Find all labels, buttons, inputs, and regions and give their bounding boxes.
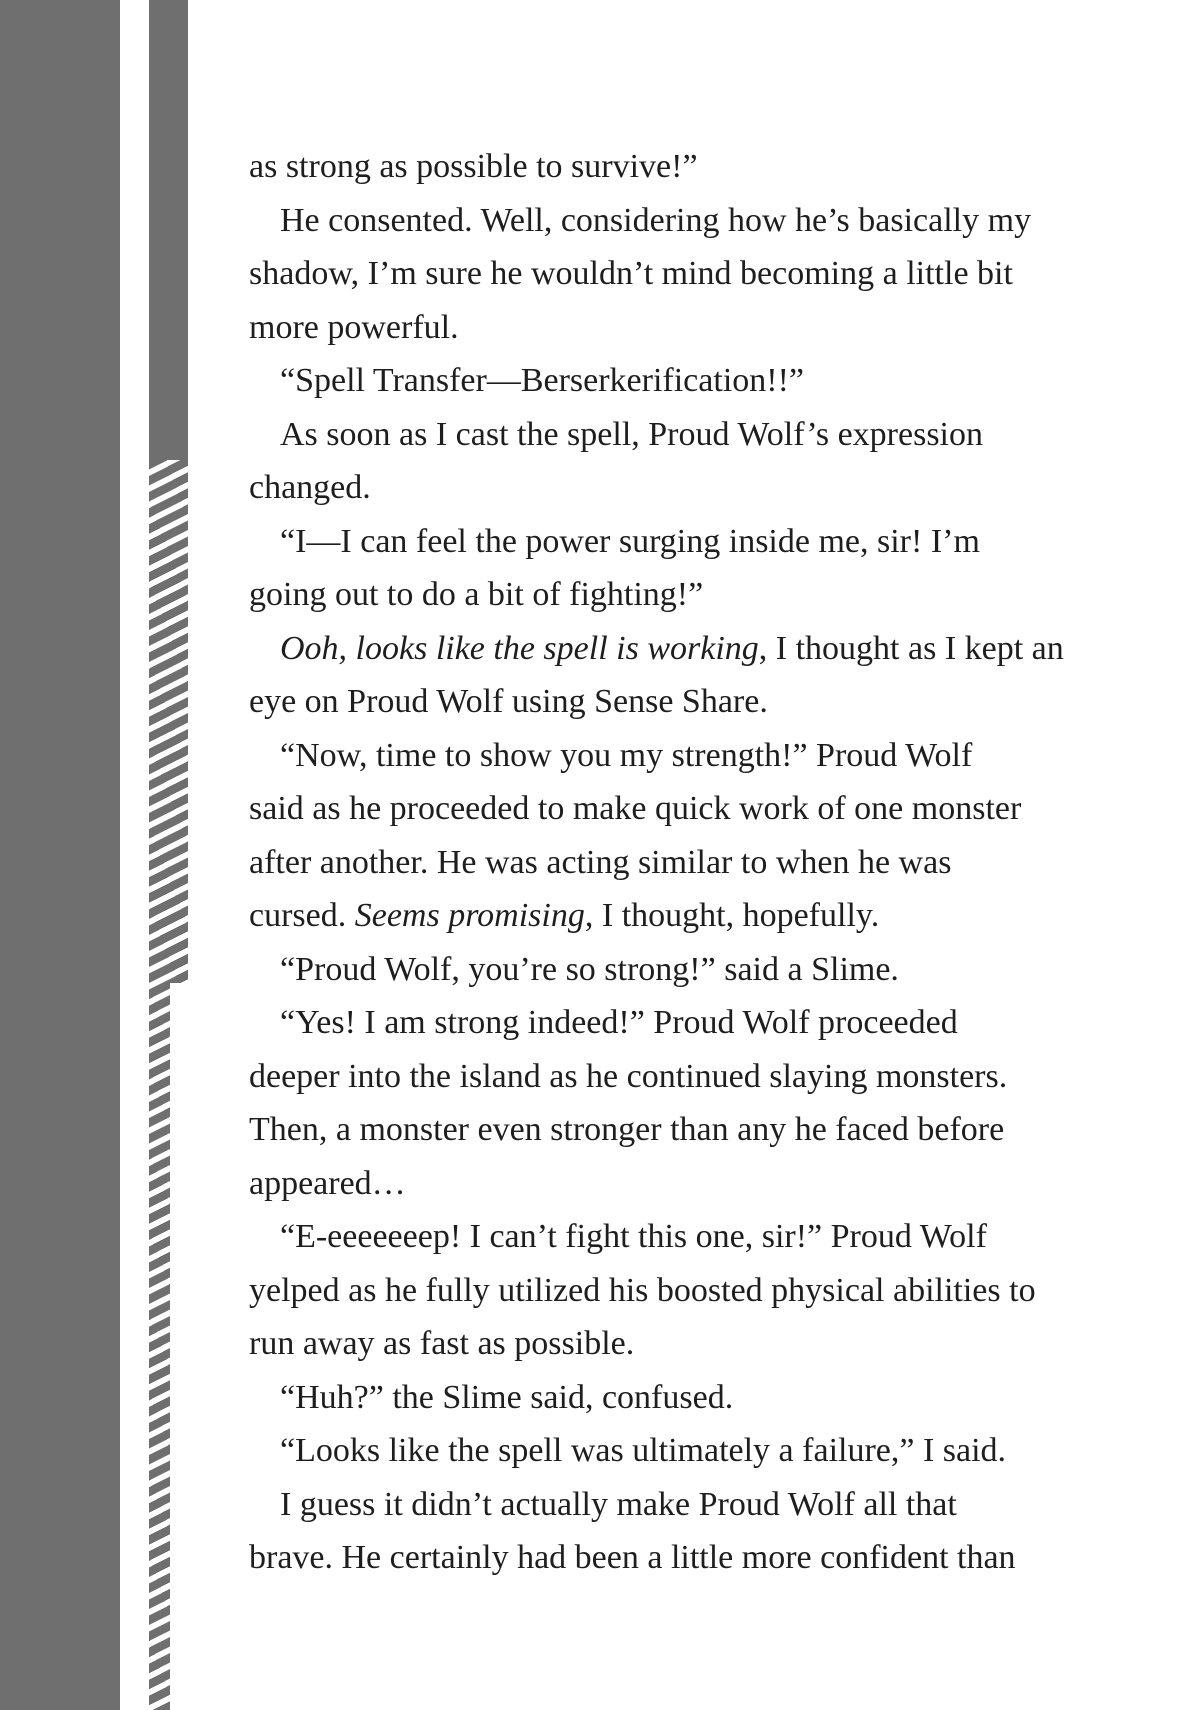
text-segment: “Now, time to show you my strength!” Proud Wolf [280,736,973,774]
text-line [249,354,1149,408]
italic-text-segment: Seems promising [354,897,585,934]
text-line [249,247,1149,301]
page-text [249,140,1149,1585]
text-segment: As soon as I cast the spell, Proud Wolf’s expression [280,415,983,453]
text-segment: brave. He certainly had been a little more confident than [249,1539,1016,1576]
text-segment: “Huh?” the Slime said, confused. [280,1378,734,1416]
text-segment: eye on Proud Wolf using Sense Share. [249,683,768,720]
text-segment: changed. [249,469,371,506]
text-segment: “Spell Transfer—Berserkerification!!” [280,362,804,399]
text-line [249,836,1149,890]
text-line [249,1264,1149,1318]
text-line [249,943,1149,997]
text-segment: “Yes! I am strong indeed!” Proud Wolf proceeded [280,1004,958,1041]
text-line [249,301,1149,355]
text-line [249,729,1149,783]
text-segment: “E-eeeeeeep! I can’t fight this one, sir!” Proud Wolf [280,1218,987,1255]
text-segment: He consented. Well, considering how he’s basically my [280,201,1032,239]
text-segment: shadow, I’m sure he wouldn’t mind becoming a little bit [249,255,1013,292]
text-segment: more powerful. [249,308,459,346]
text-line [249,461,1149,515]
text-segment: “Proud Wolf, you’re so strong!” said a Slime. [280,950,899,988]
text-line [249,1478,1149,1532]
text-segment: , I thought as I kept an [758,629,1064,667]
text-line [249,515,1149,569]
left-margin-block [0,0,120,1710]
text-segment: cursed. [249,897,355,934]
text-segment: yelped as he fully utilized his boosted physical abilities to [249,1271,1036,1309]
text-line [249,1371,1149,1425]
text-segment: as strong as possible to survive!” [249,148,698,185]
text-line [249,1424,1149,1478]
text-segment: , I thought, hopefully. [584,897,880,934]
text-line [249,889,1149,943]
text-segment: appeared… [249,1164,406,1202]
text-line [249,675,1149,729]
text-line [249,1050,1149,1104]
text-line [249,568,1149,622]
text-segment: going out to do a bit of fighting!” [249,576,704,613]
text-segment: Then, a monster even stronger than any he faced before [249,1111,1005,1148]
text-segment: I guess it didn’t actually make Proud Wolf all that [280,1485,957,1523]
text-segment: run away as fast as possible. [249,1325,635,1362]
text-segment: “I—I can feel the power surging inside me, sir! I’m [280,522,980,560]
text-line [249,782,1149,836]
text-line [249,1157,1149,1211]
text-line [249,194,1149,248]
text-segment: deeper into the island as he continued slaying monsters. [249,1057,1008,1095]
text-line [249,1103,1149,1157]
text-line [249,1210,1149,1264]
text-line [249,1531,1149,1585]
text-segment: said as he proceeded to make quick work of one monster [249,790,1022,827]
text-line [249,1317,1149,1371]
text-line [249,140,1149,194]
spine-bar-solid [149,0,188,460]
italic-text-segment: Ooh, looks like the spell is working [280,629,759,667]
spine-bar-diagonal-stripes [149,460,188,1710]
text-line [249,408,1149,462]
text-line [249,996,1149,1050]
text-segment: “Looks like the spell was ultimately a failure,” I said. [280,1432,1007,1469]
text-line [249,622,1149,676]
text-segment: after another. He was acting similar to when he was [249,843,952,881]
